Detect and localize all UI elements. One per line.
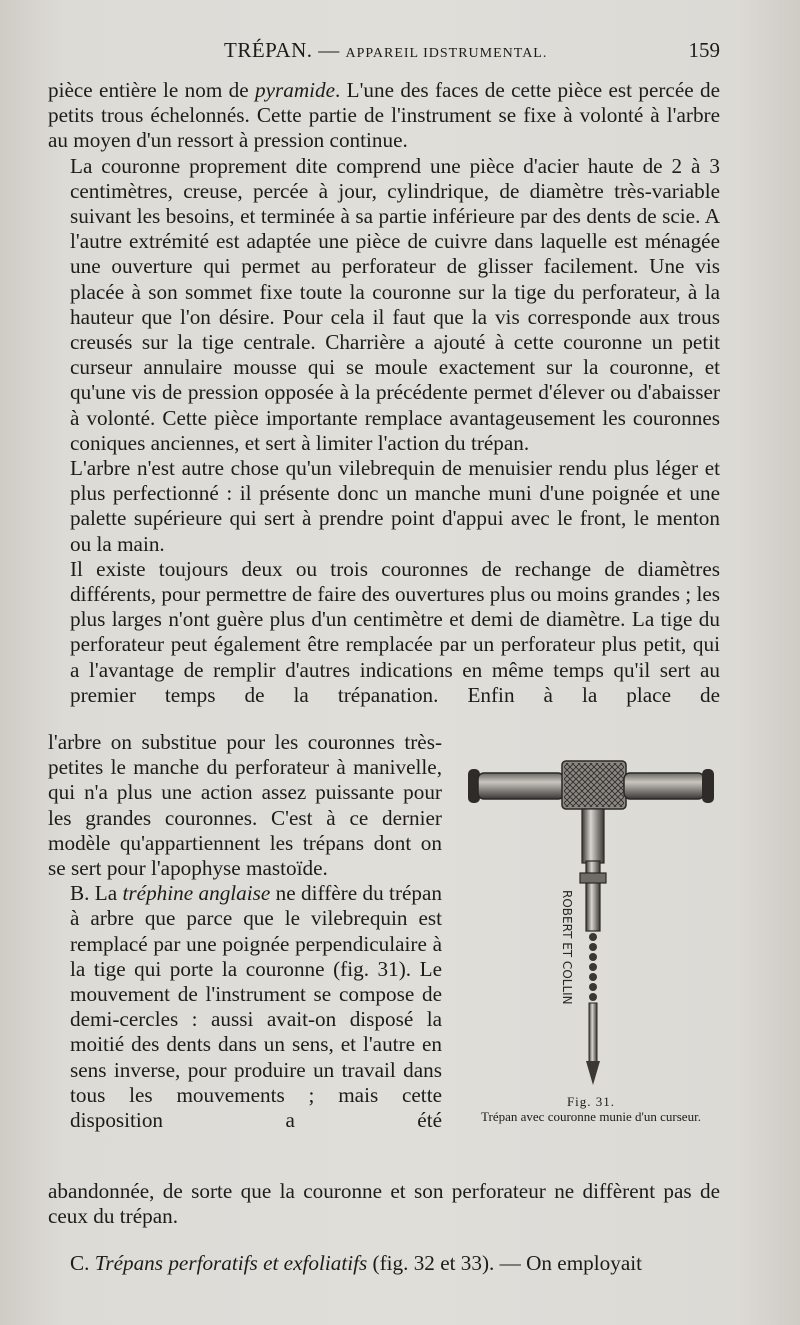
p1-text-a: pièce entière le nom de	[48, 78, 255, 102]
paragraph-4-continued: l'arbre on substitue pour les couronnes très-petites le manche du perforateur à manivelle, qui n'a plus une action assez puissante pour les grandes couronnes. C'est à ce dernier modèle qu'appartiennent les trépans dont on se sert pour l'apophyse mastoïde.	[48, 730, 442, 881]
crown-graduations	[589, 933, 597, 1001]
figure-label: Fig. 31.	[566, 1094, 616, 1109]
handle-left-grip	[478, 773, 564, 799]
figure-caption	[462, 1094, 720, 1124]
p6-text: (fig. 32 et 33). — On employait	[367, 1250, 643, 1275]
header-separator: —	[312, 38, 346, 62]
maker-mark: ROBERT ET COLLIN	[560, 890, 574, 1005]
p5-label: B. La	[70, 881, 123, 906]
paragraph-2: La couronne proprement dite comprend une pièce d'acier haute de 2 à 3 centimètres, creuse, percée à jour, cylindrique, de diamètre très-variable suivant les besoins, et terminée à sa partie inférieure par des dents de scie. A l'autre extrémité est adaptée une pièce de cuivre dans laquelle est ménagée une ouverture qui permet au perforateur de glisser facilement. Une vis placée à son sommet fixe toute la couronne sur la tige du perforateur, à la hauteur que l'on désire. Pour cela il faut que la vis corresponde aux trous creusés sur la tige centrale. Charrière a ajouté à cette couronne un petit curseur annulaire mousse qui se moule exactement sur la couronne, et qu'une vis de pression opposée à la précédente permet d'élever ou d'abaisser à volonté. Cette pièce importante remplace avantageusement les couronnes coniques anciennes, et sert à limiter l'action du trépan.	[70, 153, 720, 455]
handle-knurled-hub	[564, 763, 624, 807]
trephine-illustration	[462, 755, 720, 1100]
paragraph-5	[48, 881, 442, 1133]
crown-tube	[586, 861, 600, 931]
handle-right-grip	[624, 773, 704, 799]
p6-label: C.	[70, 1250, 95, 1275]
header-title	[224, 38, 547, 63]
paragraph-3: L'arbre n'est autre chose qu'un vilebrequin de menuisier rendu plus léger et plus perfectionné : il présente donc un manche muni d'une poignée et une palette supérieure qui sert à prendre point d'appui avec le front, le menton ou la main.	[70, 456, 720, 556]
figure-caption-text: Trépan avec couronne munie d'un curseur.	[481, 1109, 701, 1124]
figure-31-trephine	[462, 755, 720, 1100]
perforator-rod	[589, 1003, 597, 1063]
wrapped-text-block	[48, 730, 442, 1133]
paragraph-6	[48, 1251, 720, 1276]
paragraph-1	[48, 78, 720, 154]
header-subtitle: APPAREIL IDSTRUMENTAL.	[345, 46, 548, 61]
p5-text: ne diffère du trépan à arbre que parce que le vilebrequin est remplacé par une poignée perpendiculaire à la tige qui porte la couronne (fig. 31). Le mouvement de l'instrument se compose de demi-cercles : aussi avait-on disposé la moitié des dents dans un sens, et l'autre en sens inverse, pour produire un travail dans tous les mouvements ; mais cette disposition a été	[70, 881, 442, 1133]
p1-text-b: . L'une des faces de cette pièce est percée de petits trous échelonnés. Cette partie de l'instrument se fixe à volonté à l'arbre au moyen d'un ressort à pression continue.	[48, 78, 720, 153]
paragraph-5-end: abandonnée, de sorte que la couronne et son perforateur ne diffèrent pas de ceux du trépan.	[48, 1179, 720, 1229]
header-title-main: TRÉPAN.	[224, 38, 313, 62]
handle-right-end	[702, 769, 714, 803]
cursor-collar	[580, 873, 606, 883]
paragraph-4: Il existe toujours deux ou trois couronnes de rechange de diamètres différents, pour permettre de faire des ouvertures plus ou moins grandes ; les plus larges n'ont guère plus d'un centimètre et demi de diamètre. La tige du perforateur peut également être remplacée par un perforateur plus petit, qui a l'avantage de remplir d'autres indications en même temps qu'il sert au premier temps de la trépanation. Enfin à la place de	[70, 556, 720, 707]
page-number: 159	[688, 38, 720, 62]
main-text-block	[48, 78, 720, 708]
p5-emphasis: tréphine anglaise	[122, 881, 271, 906]
running-header	[48, 38, 720, 68]
p1-emphasis: pyramide	[255, 78, 336, 102]
p6-emphasis: Trépans perforatifs et exfoliatifs	[94, 1250, 368, 1275]
perforator-tip	[586, 1061, 600, 1085]
upper-shaft	[582, 809, 604, 863]
bottom-text-block	[48, 1158, 720, 1297]
